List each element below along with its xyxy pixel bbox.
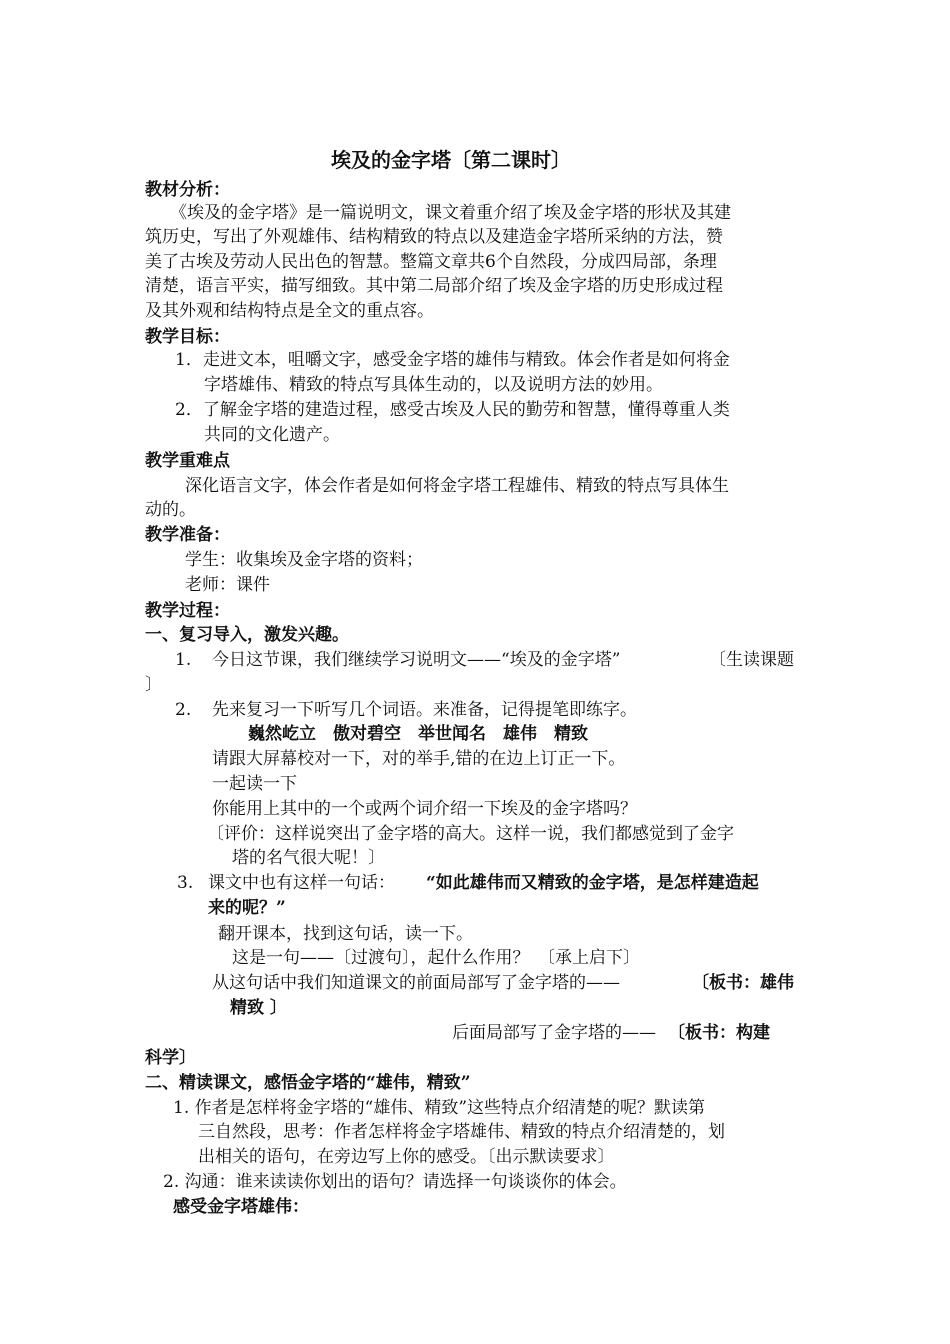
text-line: 塔的名气很大呢！〕 xyxy=(232,848,385,868)
board-note: 〔板书：构建 xyxy=(668,1023,770,1043)
item-quote: 来的呢？” xyxy=(208,898,286,918)
text-line: 三自然段，思考：作者怎样将金字塔雄伟、精致的特点介绍清楚的，划 xyxy=(198,1122,725,1142)
vocab-words: 巍然屹立 傲对碧空 举世闻名 雄伟 精致 xyxy=(248,724,588,744)
item-note: 〔生读课题 xyxy=(709,650,794,670)
item-text: 课文中也有这样一句话： xyxy=(208,873,395,893)
analysis-heading: 教材分析： xyxy=(145,180,230,200)
prep-student: 学生：收集埃及金字塔的资料； xyxy=(185,550,423,570)
goal-line: 1．走进文本，咀嚼文字，感受金字塔的雄伟与精致。体会作者是如何将金 xyxy=(175,350,730,370)
part1-heading: 一、复习导入，激发兴趣。 xyxy=(145,625,349,645)
subheading: 感受金字塔雄伟： xyxy=(173,1197,309,1217)
prep-teacher: 老师：课件 xyxy=(185,575,270,595)
prep-heading: 教学准备： xyxy=(145,525,230,545)
text-line: 这是一句——〔过渡句〕，起什么作用？ 〔承上启下〕 xyxy=(232,948,640,968)
text-line: 1. 作者是怎样将金字塔的“雄伟、精致”这些特点介绍清楚的呢？默读第 xyxy=(173,1098,706,1118)
analysis-line: 清楚，语言平实，描写细致。其中第二局部介绍了埃及金字塔的历史形成过程 xyxy=(145,276,723,296)
goal-line: 共同的文化遗产。 xyxy=(204,425,340,445)
item-number: 1. xyxy=(175,650,192,670)
text-line: 2. 沟通：谁来读读你划出的语句？请选择一句谈谈你的体会。 xyxy=(163,1172,627,1192)
part2-heading: 二、精读课文，感悟金字塔的“雄伟，精致” xyxy=(145,1073,471,1093)
item-number: 2. xyxy=(175,700,192,720)
analysis-line: 《埃及的金字塔》是一篇说明文，课文着重介绍了埃及金字塔的形状及其建 xyxy=(170,203,731,223)
text-line: 你能用上其中的一个或两个词介绍一下埃及的金字塔吗？ xyxy=(212,799,637,819)
goal-line: 2．了解金字塔的建造过程，感受古埃及人民的勤劳和智慧，懂得尊重人类 xyxy=(175,400,730,420)
text-line: 翻开课本，找到这句话，读一下。 xyxy=(218,924,473,944)
board-note: 精致 〕 xyxy=(230,998,287,1018)
difficulty-line: 深化语言文字，体会作者是如何将金字塔工程雄伟、精致的特点写具体生 xyxy=(185,476,729,496)
item-quote: “如此雄伟而又精致的金字塔，是怎样建造起 xyxy=(426,873,759,893)
process-heading: 教学过程： xyxy=(145,601,230,621)
page-title: 埃及的金字塔〔第二课时〕 xyxy=(331,148,571,172)
board-note: 科学〕 xyxy=(145,1048,196,1068)
item-note-close: 〕 xyxy=(145,675,162,695)
difficulty-heading: 教学重难点 xyxy=(145,451,230,471)
board-note: 〔板书：雄伟 xyxy=(692,973,794,993)
difficulty-line: 动的。 xyxy=(145,500,196,520)
text-line: 请跟大屏幕校对一下，对的举手,错的在边上订正一下。 xyxy=(212,749,626,769)
item-text: 今日这节课，我们继续学习说明文——“埃及的金字塔” xyxy=(212,650,621,670)
text-line: 一起读一下 xyxy=(212,774,297,794)
analysis-line: 及其外观和结构特点是全文的重点容。 xyxy=(145,301,434,321)
text-line: 〔评价：这样说突出了金字塔的高大。这样一说，我们都感觉到了金字 xyxy=(207,824,734,844)
goal-line: 字塔雄伟、精致的特点写具体生动的，以及说明方法的妙用。 xyxy=(204,375,663,395)
item-number: 3. xyxy=(177,873,194,893)
analysis-line: 筑历史，写出了外观雄伟、结构精致的特点以及建造金字塔所采纳的方法，赞 xyxy=(145,227,723,247)
goals-heading: 教学目标： xyxy=(145,327,230,347)
text-line: 后面局部写了金字塔的—— xyxy=(452,1023,656,1043)
analysis-line: 美了古埃及劳动人民出色的智慧。整篇文章共6个自然段，分成四局部，条理 xyxy=(145,252,717,272)
text-line: 从这句话中我们知道课文的前面局部写了金字塔的—— xyxy=(212,973,620,993)
text-line: 出相关的语句，在旁边写上你的感受。〔出示默读要求〕 xyxy=(198,1147,615,1167)
item-text: 先来复习一下听写几个词语。来准备，记得提笔即练字。 xyxy=(212,700,637,720)
